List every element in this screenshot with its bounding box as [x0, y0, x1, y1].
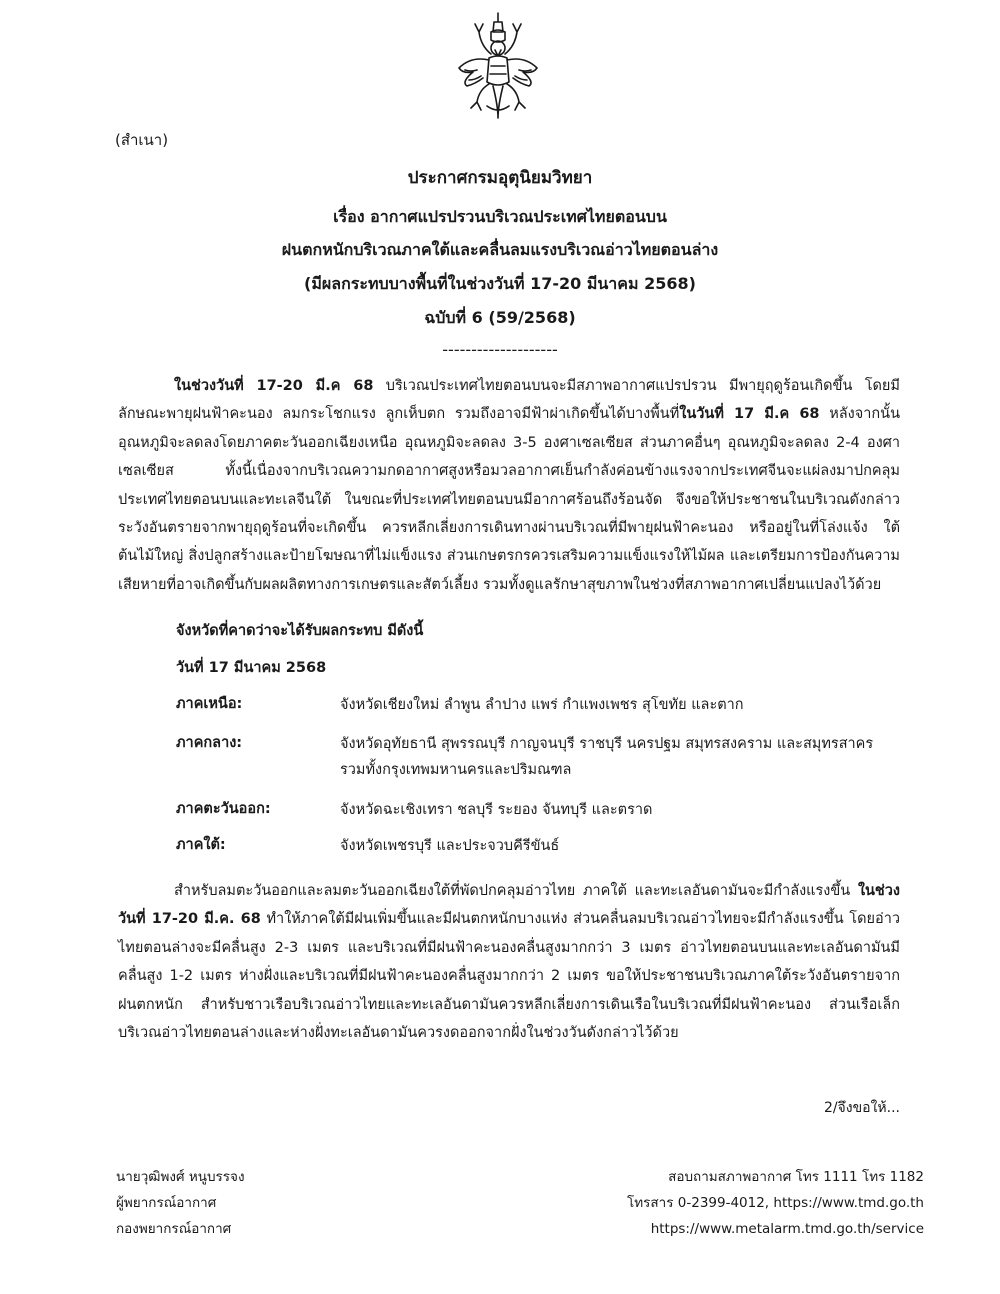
- title-divider: --------------------: [442, 340, 558, 359]
- contact-service-link[interactable]: https://www.metalarm.tmd.go.th/service: [650, 1221, 924, 1237]
- affected-heading: จังหวัดที่คาดว่าจะได้รับผลกระทบ มีดังนี้: [176, 623, 424, 639]
- signatory-position: ผู้พยากรณ์อากาศ: [116, 1195, 217, 1211]
- garuda-emblem-icon: [453, 10, 543, 122]
- signatory-name: นายวุฒิพงศ์ หนูบรรจง: [116, 1169, 245, 1185]
- region-provinces-south: จังหวัดเพชรบุรี และประจวบคีรีขันธ์: [340, 838, 560, 854]
- period-highlight: ในช่วงวันที่ 17-20 มี.ค 68: [174, 378, 374, 394]
- contact-block: [560, 1164, 924, 1242]
- affected-date: วันที่ 17 มีนาคม 2568: [176, 660, 327, 676]
- paragraph-text: หลังจากนั้นอุณหภูมิจะลดลงโดยภาคตะวันออกเฉียงเหนือ อุณหภูมิจะลดลง 3-5 องศาเซลเซียส ส่วนภาคอื่นๆ อุณหภูมิจะลดลง 2-4 องศาเซลเซียส ทั้งนี้เนื่องจากบริเวณความกดอากาศสูงหรือมวลอากาศเย็นกำลังค่อนข้างแรงจากประเทศจีนจะแผ่ลงมาปกคลุมประเทศไทยตอนบนและทะเลจีนใต้ ในขณะที่ประเทศไทยตอนบนมีอากาศร้อนถึงร้อนจัด จึงขอให้ประชาชนในบริเวณดังกล่าวระวังอันตรายจากพายุฤดูร้อนที่จะเกิดขึ้น ควรหลีกเลี่ยงการเดินทางผ่านบริเวณที่มีพายุฝนฟ้าคะนอง หรืออยู่ในที่โล่งแจ้ง ใต้ต้นไม้ใหญ่ สิ่งปลูกสร้างและป้ายโฆษณาที่ไม่แข็งแรง ส่วนเกษตรกรควรเสริมความแข็งแรงให้ไม้ผล และเตรียมการป้องกันความเสียหายที่อาจเกิดขึ้นกับผลผลิตทางการเกษตรและสัตว์เลี้ยง รวมทั้งดูแลรักษาสุขภาพในช่วงที่สภาพอากาศเปลี่ยนแปลงไว้ด้วย: [118, 406, 901, 593]
- document-title: ประกาศกรมอุตุนิยมวิทยา: [407, 168, 593, 188]
- forecast-paragraph: [118, 372, 900, 599]
- document-subject: เรื่อง อากาศแปรปรวนบริเวณประเทศไทยตอนบน: [333, 207, 667, 226]
- signatory-block: [116, 1164, 245, 1242]
- region-label-east: ภาคตะวันออก:: [176, 801, 271, 817]
- region-label-north: ภาคเหนือ:: [176, 696, 243, 712]
- paragraph-text: สำหรับลมตะวันออกและลมตะวันออกเฉียงใต้ที่พัดปกคลุมอ่าวไทย ภาคใต้ และทะเลอันดามันจะมีกำลังแรงขึ้น: [174, 883, 858, 899]
- issue-number: ฉบับที่ 6 (59/2568): [424, 308, 576, 327]
- continuation-note: 2/จึงขอให้...: [823, 1100, 900, 1116]
- effect-period: (มีผลกระทบบางพื้นที่ในช่วงวันที่ 17-20 มีนาคม 2568): [304, 274, 696, 293]
- signatory-division: กองพยากรณ์อากาศ: [116, 1221, 232, 1237]
- date-highlight: ในวันที่ 17 มี.ค 68: [679, 406, 820, 423]
- paragraph-text: บริเวณประเทศไทยตอนบนจะมีสภาพอากาศแปรปรวน มีพายุฤดูร้อนเกิดขึ้น โดยมีลักษณะพายุฝนฟ้าคะนอง ลมกระโชกแรง ลูกเห็บตก รวมถึงอาจมีฟ้าผ่าเกิดขึ้นได้บางพื้นที่: [118, 378, 900, 423]
- document-subject-line2: ฝนตกหนักบริเวณภาคใต้และคลื่นลมแรงบริเวณอ่าวไทยตอนล่าง: [281, 240, 719, 259]
- contact-phone: สอบถามสภาพอากาศ โทร 1111 โทร 1182: [668, 1169, 924, 1185]
- region-provinces-central: จังหวัดอุทัยธานี สุพรรณบุรี กาญจนบุรี ราชบุรี นครปฐม สมุทรสงคราม และสมุทรสาคร รวมทั้งกรุงเทพมหานครและปริมณฑล: [340, 736, 874, 778]
- contact-fax-web[interactable]: โทรสาร 0-2399-4012, https://www.tmd.go.th: [627, 1195, 924, 1211]
- wind-wave-paragraph: [118, 877, 900, 1047]
- region-provinces-north: จังหวัดเชียงใหม่ ลำพูน ลำปาง แพร่ กำแพงเพชร สุโขทัย และตาก: [340, 697, 744, 713]
- region-label-central: ภาคกลาง:: [176, 735, 243, 751]
- period-highlight: ในช่วงวันที่ 17-20 มี.ค. 68: [118, 883, 900, 928]
- copy-label: (สำเนา): [115, 131, 169, 149]
- region-label-south: ภาคใต้:: [176, 837, 226, 853]
- region-provinces-east: จังหวัดฉะเชิงเทรา ชลบุรี ระยอง จันทบุรี และตราด: [340, 802, 653, 818]
- paragraph-text: ทำให้ภาคใต้มีฝนเพิ่มขึ้นและมีฝนตกหนักบางแห่ง ส่วนคลื่นลมบริเวณอ่าวไทยจะมีกำลังแรงขึ้น โดยอ่าวไทยตอนล่างจะมีคลื่นสูง 2-3 เมตร และบริเวณที่มีฝนฟ้าคะนองคลื่นสูงมากกว่า 3 เมตร อ่าวไทยตอนบนและทะเลอันดามันมีคลื่นสูง 1-2 เมตร ห่างฝั่งและบริเวณที่มีฝนฟ้าคะนองคลื่นสูงมากกว่า 2 เมตร ขอให้ประชาชนบริเวณภาคใต้ระวังอันตรายจากฝนตกหนัก สำหรับชาวเรือบริเวณอ่าวไทยและทะเลอันดามันควรหลีกเลี่ยงการเดินเรือในบริเวณที่มีฝนฟ้าคะนอง ส่วนเรือเล็กบริเวณอ่าวไทยตอนล่างและห่างฝั่งทะเลอันดามันควรงดออกจากฝั่งในช่วงวันดังกล่าวไว้ด้วย: [118, 911, 900, 1042]
